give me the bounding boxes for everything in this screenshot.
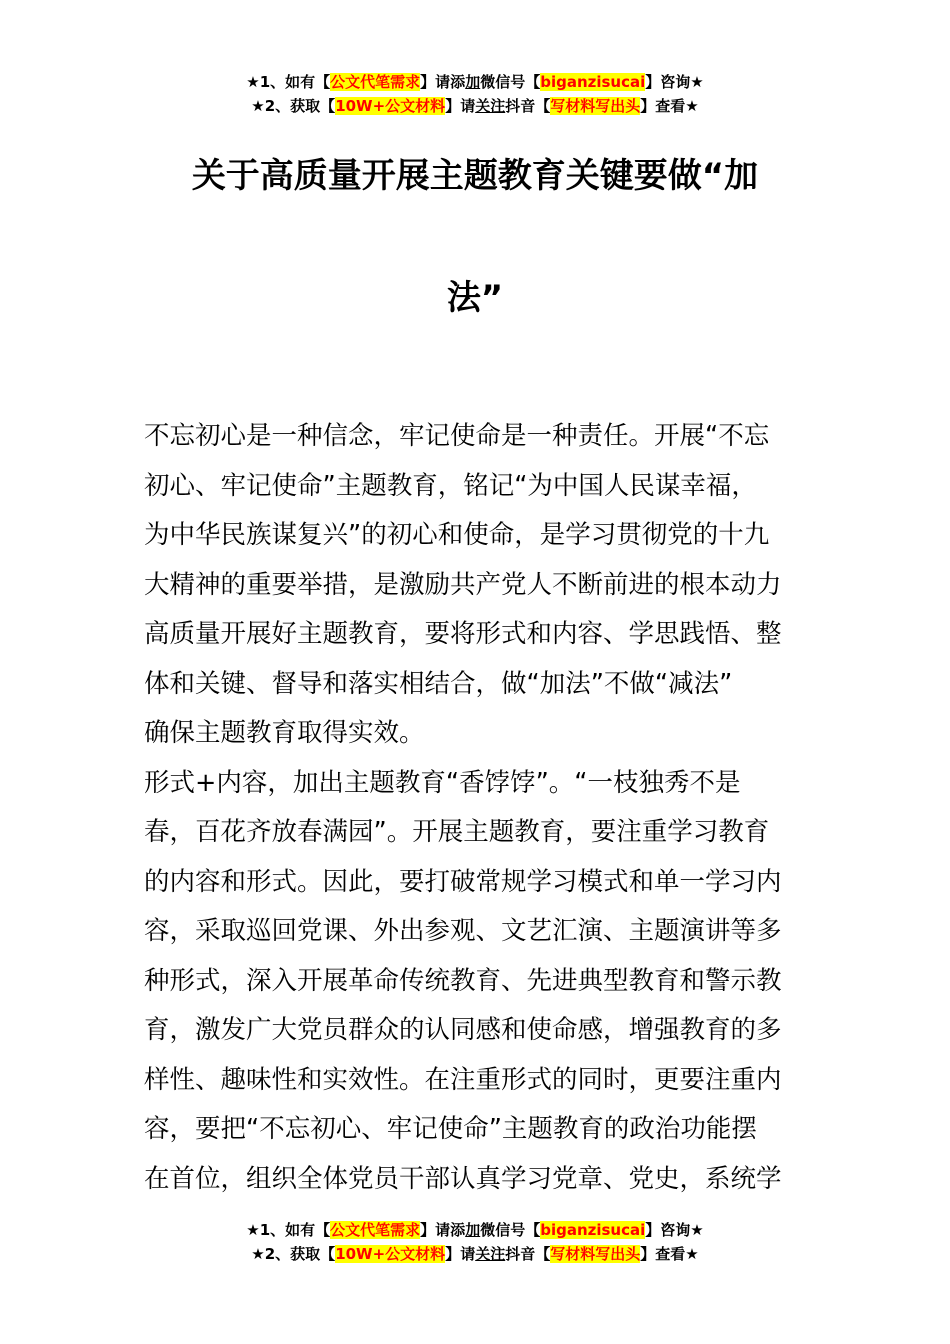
banner-highlight-materials: 10W+公文材料	[335, 97, 446, 115]
banner-text: 】咨询★	[645, 1221, 704, 1239]
banner-line-1	[0, 1218, 950, 1242]
body-line: 育，激发广大党员群众的认同感和使命感，增强教育的多	[144, 1015, 782, 1045]
body-line: 大精神的重要举措，是激励共产党人不断前进的根本动力	[144, 569, 782, 600]
document-title-line-2: 法”	[446, 278, 504, 318]
banner-text: 】查看★	[640, 97, 699, 115]
body-line: 初心、牢记使命”主题教育，铭记“为中国人民谋幸福，	[144, 470, 757, 501]
banner-text: 】请	[445, 1245, 476, 1263]
banner-text: ★2、获取【	[251, 97, 336, 115]
banner-highlight-wechat-id: biganzisucai	[540, 1221, 646, 1239]
footer-banner	[0, 1218, 950, 1266]
banner-line-1	[0, 70, 950, 94]
document-body	[144, 412, 809, 1204]
banner-text: 】查看★	[640, 1245, 699, 1263]
body-line: 样性、趣味性和实效性。在注重形式的同时，更要注重内	[144, 1064, 782, 1095]
body-line: 春，百花齐放春满园”。开展主题教育，要注重学习教育	[144, 817, 770, 847]
banner-highlight-materials: 10W+公文材料	[335, 1245, 446, 1263]
banner-highlight-douyin-id: 写材料写出头	[550, 1245, 641, 1263]
body-line: 不忘初心是一种信念，牢记使命是一种责任。开展“不忘	[144, 421, 770, 451]
banner-underline: 加	[465, 1221, 481, 1239]
banner-text: ★2、获取【	[251, 1245, 336, 1263]
banner-text: 抖音【	[505, 97, 551, 115]
body-line: 容，采取巡回党课、外出参观、文艺汇演、主题演讲等多	[144, 916, 782, 946]
banner-text: 】请	[445, 97, 476, 115]
banner-text: 抖音【	[505, 1245, 551, 1263]
banner-underline: 加	[465, 73, 481, 91]
body-line: 为中华民族谋复兴”的初心和使命，是学习贯彻党的十九	[144, 520, 770, 550]
body-line: 高质量开展好主题教育，要将形式和内容、学思践悟、整	[144, 619, 782, 649]
body-line: 确保主题教育取得实效。	[144, 718, 425, 748]
banner-text: 】咨询★	[645, 73, 704, 91]
banner-text: ★1、如有【	[246, 73, 331, 91]
banner-text: 微信号【	[480, 73, 541, 91]
banner-underline: 关注	[475, 97, 506, 115]
banner-line-2	[0, 1242, 950, 1266]
banner-underline: 关注	[475, 1245, 506, 1263]
body-line: 容，要把“不忘初心、牢记使命”主题教育的政治功能摆	[144, 1114, 757, 1144]
banner-highlight-service: 公文代笔需求	[330, 73, 421, 91]
banner-highlight-service: 公文代笔需求	[330, 1221, 421, 1239]
banner-text: ★1、如有【	[246, 1221, 331, 1239]
banner-highlight-douyin-id: 写材料写出头	[550, 97, 641, 115]
body-line: 的内容和形式。因此，要打破常规学习模式和单一学习内	[144, 866, 782, 897]
banner-text: 】请添	[420, 1221, 466, 1239]
body-line: 种形式，深入开展革命传统教育、先进典型教育和警示教	[144, 965, 782, 996]
banner-highlight-wechat-id: biganzisucai	[540, 73, 646, 91]
document-title-line-1: 关于高质量开展主题教育关键要做“加	[191, 156, 759, 196]
body-line: 在首位，组织全体党员干部认真学习党章、党史，系统学	[144, 1163, 782, 1194]
banner-text: 微信号【	[480, 1221, 541, 1239]
body-line: 形式+内容，加出主题教育“香饽饽”。“一枝独秀不是	[144, 767, 741, 798]
banner-line-2	[0, 94, 950, 118]
banner-text: 】请添	[420, 73, 466, 91]
body-line: 体和关键、督导和落实相结合，做“加法”不做“减法”	[144, 668, 733, 699]
header-banner	[0, 70, 950, 118]
